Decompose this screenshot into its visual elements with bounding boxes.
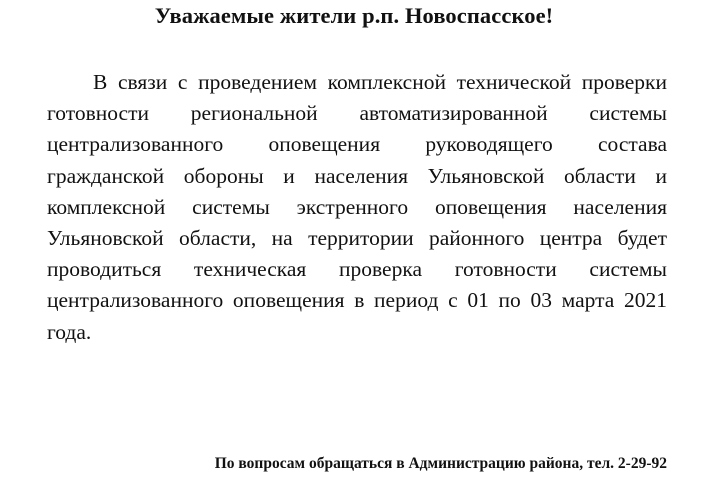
notice-title: Уважаемые жители р.п. Новоспасское!	[154, 3, 554, 28]
contact-info-footer: По вопросам обращаться в Администрацию района, тел. 2-29-92	[214, 455, 667, 472]
notice-body-paragraph: В связи с проведением комплексной технической проверки готовности региональной автоматизированной системы централизованного оповещения руководящего состава гражданской обороны и населения Ульяновской области и комплексной системы экстренного оповещения населения Ульяновской области, на территории районного центра будет проводиться техническая проверка готовности системы централизованного оповещения в период с 01 по 03 марта 2021 года.	[47, 70, 667, 344]
